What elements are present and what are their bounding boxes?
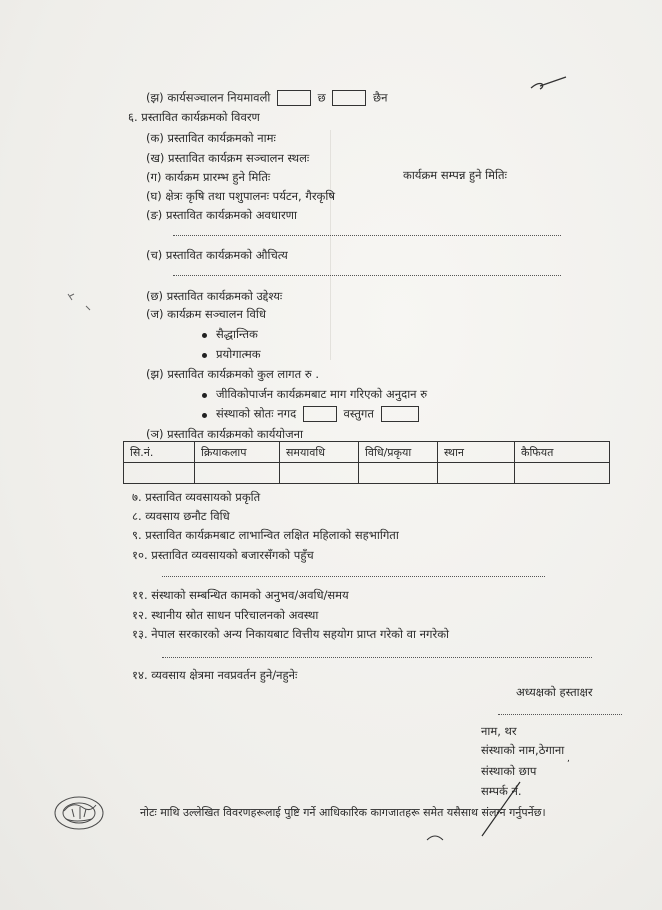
end-date-label: कार्यक्रम सम्पन्न हुने मितिः [403,168,507,182]
item-9: ९. प्रस्तावित कार्यक्रमबाट लाभान्वित लक्षित महिलाको सहभागिता [132,528,399,542]
item-10-dotted-line[interactable] [162,576,545,577]
action-plan-label: (ञ) प्रस्तावित कार्यक्रमको कार्ययोजना [146,427,303,441]
section-6-title: ६. प्रस्तावित कार्यक्रमको विवरण [128,110,260,124]
comma-mark: , [567,754,570,764]
method-label: (ज) कार्यक्रम सञ्चालन विधि [146,307,266,321]
col-method: विधि/प्रकृया [359,442,438,463]
table-cell[interactable] [359,463,438,484]
col-location: स्थान [438,442,515,463]
item-12: १२. स्थानीय स्रोत साधन परिचालनको अवस्था [132,608,319,622]
sector-label: (घ) क्षेत्रः कृषि तथा पशुपालनः पर्यटन, गैरकृषि [146,189,335,203]
action-plan-table [123,441,610,484]
grant-requested-label: जीविकोपार्जन कार्यक्रमबाट माग गरिएको अनुदान रु [216,387,428,401]
bleed-through-text [330,130,561,360]
rules-yes-box[interactable] [277,90,311,106]
signature-dotted-line[interactable] [498,714,622,715]
item-14: १४. व्यवसाय क्षेत्रमा नवप्रवर्तन हुने/नहुनेः [132,668,298,682]
rules-label: (झ) कार्यसञ्चालन नियमावली [146,90,271,105]
table-cell[interactable] [124,463,195,484]
rules-no-box[interactable] [332,90,366,106]
own-source-kind-label: वस्तुगत [343,406,374,421]
own-source-cash-label: संस्थाको स्रोतः नगद [216,406,297,421]
table-header-row [124,442,610,463]
pen-tick-icon [528,74,570,94]
justification-dotted-line[interactable] [173,275,561,276]
item-13-dotted-line[interactable] [162,657,592,658]
in-kind-box[interactable] [381,406,419,422]
chairperson-signature-label: अध्यक्षको हस्ताक्षर [516,685,593,699]
bullet-icon [202,413,207,418]
item-10: १०. प्रस्तावित व्यवसायको बजारसँगको पहुँच [132,548,314,562]
footer-note: नोटः माथि उल्लेखित विवरणहरूलाई पुष्टि गर्ने आधिकारिक कागजातहरू समेत यसैसाथ संलग्न गर्नुपर्नेछ। [140,806,546,819]
rules-row [146,90,388,106]
rules-no-label: छैन [373,90,388,105]
organization-seal-icon [52,793,106,831]
rules-yes-label: छ [317,90,326,105]
bullet-icon [202,333,207,338]
bullet-icon [202,353,207,358]
item-13: १३. नेपाल सरकारको अन्य निकायबाट वित्तीय सहयोग प्राप्त गरेको वा नगरेको [132,627,450,641]
table-cell[interactable] [438,463,515,484]
program-name-label: (क) प्रस्तावित कार्यक्रमको नामः [146,131,276,145]
bullet-icon [202,393,207,398]
margin-speck-icon [64,290,94,314]
item-8: ८. व्यवसाय छनौट विधि [132,509,230,523]
own-source-row [216,406,422,422]
table-cell[interactable] [515,463,610,484]
start-date-label: (ग) कार्यक्रम प्रारम्भ हुने मितिः [146,170,271,184]
pen-arc-icon [425,832,445,842]
org-stamp-label: संस्थाको छाप [481,764,537,778]
contact-number-label: सम्पर्क नं. [481,784,522,798]
table-cell[interactable] [195,463,280,484]
item-7: ७. प्रस्तावित व्यवसायको प्रकृति [132,490,261,504]
program-location-label: (ख) प्रस्तावित कार्यक्रम सञ्चालन स्थलः [146,151,310,165]
concept-label: (ङ) प्रस्तावित कार्यक्रमको अवधारणा [146,208,297,222]
col-remarks: कैफियत [515,442,610,463]
item-11: ११. संस्थाको सम्बन्धित कामको अनुभव/अवधि/समय [132,588,349,602]
method-theoretical: सैद्धान्तिक [216,327,258,341]
full-name-label: नाम, थर [481,724,517,738]
justification-label: (च) प्रस्तावित कार्यक्रमको औचित्य [146,248,288,262]
objective-label: (छ) प्रस्तावित कार्यक्रमको उद्देश्यः [146,289,283,303]
org-name-address-label: संस्थाको नाम,ठेगाना [481,743,565,757]
cash-box[interactable] [303,406,337,422]
col-serial: सि.नं. [124,442,195,463]
col-duration: समयावधि [280,442,359,463]
concept-dotted-line[interactable] [173,235,561,236]
col-activity: क्रियाकलाप [195,442,280,463]
table-row [124,463,610,484]
method-practical: प्रयोगात्मक [216,347,261,361]
table-cell[interactable] [280,463,359,484]
total-cost-label: (झ) प्रस्तावित कार्यक्रमको कुल लागत रु . [146,367,320,381]
